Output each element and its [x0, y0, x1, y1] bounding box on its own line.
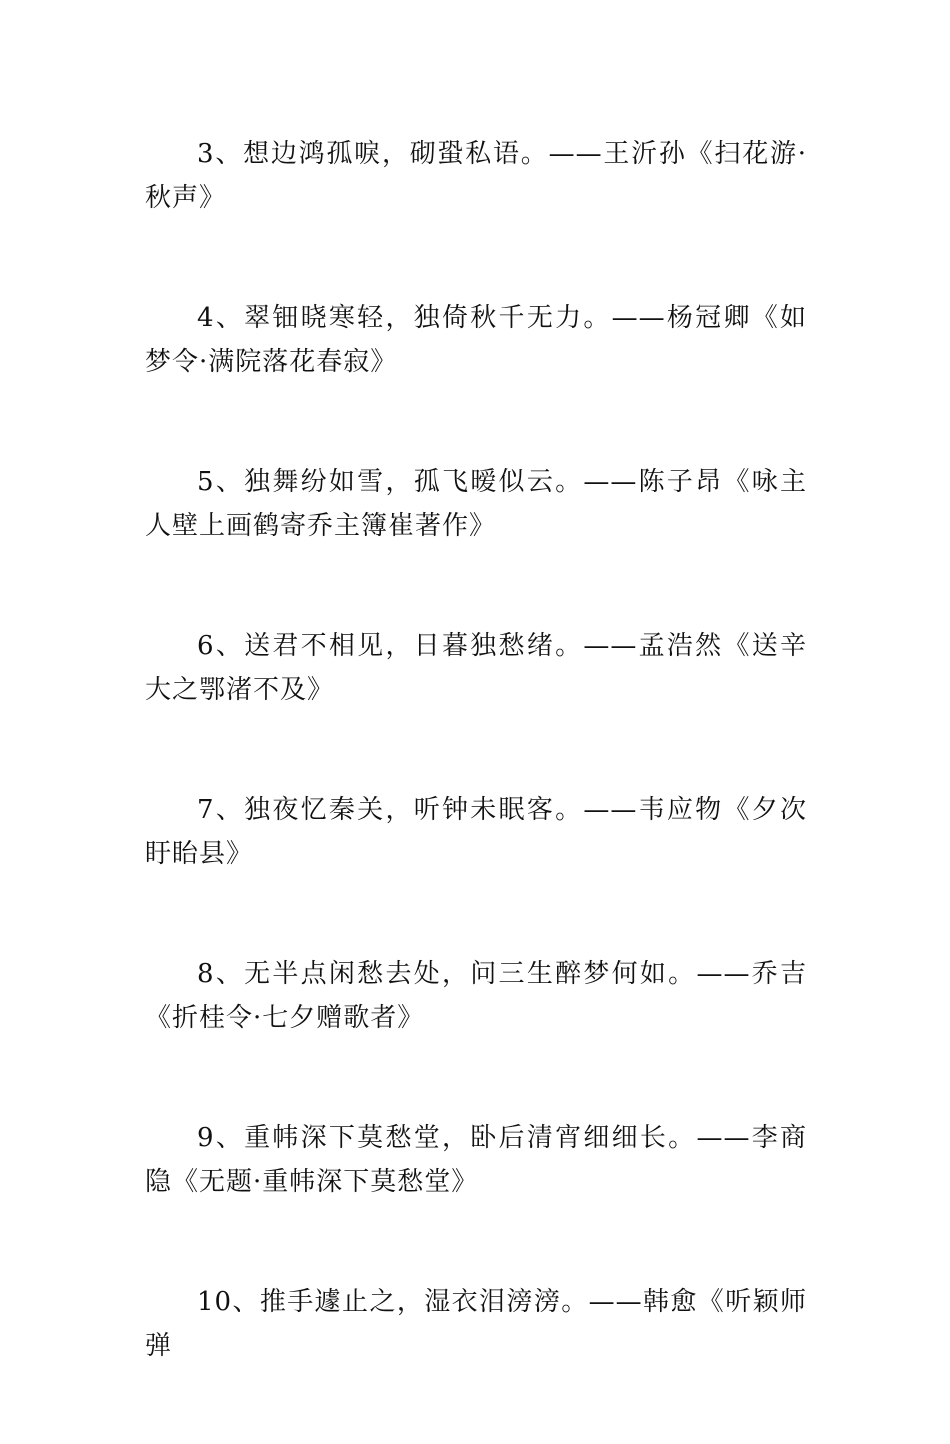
quote-paragraph-5: 5、独舞纷如雪，孤飞暧似云。——陈子昂《咏主人壁上画鹤寄乔主簿崔著作》 — [145, 467, 807, 541]
quote-paragraph-6: 6、送君不相见，日暮独愁绪。——孟浩然《送辛大之鄂渚不及》 — [145, 631, 807, 705]
document-body — [145, 132, 807, 1444]
quote-paragraph-7: 7、独夜忆秦关，听钟未眠客。——韦应物《夕次盱眙县》 — [145, 795, 807, 869]
quote-paragraph-4: 4、翠钿晓寒轻，独倚秋千无力。——杨冠卿《如梦令·满院落花春寂》 — [145, 303, 807, 377]
quote-paragraph-3: 3、想边鸿孤唳，砌蛩私语。——王沂孙《扫花游·秋声》 — [145, 139, 807, 213]
quote-paragraph-9: 9、重帏深下莫愁堂，卧后清宵细细长。——李商隐《无题·重帏深下莫愁堂》 — [145, 1123, 807, 1197]
quote-paragraph-8: 8、无半点闲愁去处，问三生醉梦何如。——乔吉《折桂令·七夕赠歌者》 — [145, 959, 807, 1033]
quote-paragraph-10: 10、推手遽止之，湿衣泪滂滂。——韩愈《听颖师弹 — [145, 1287, 807, 1361]
